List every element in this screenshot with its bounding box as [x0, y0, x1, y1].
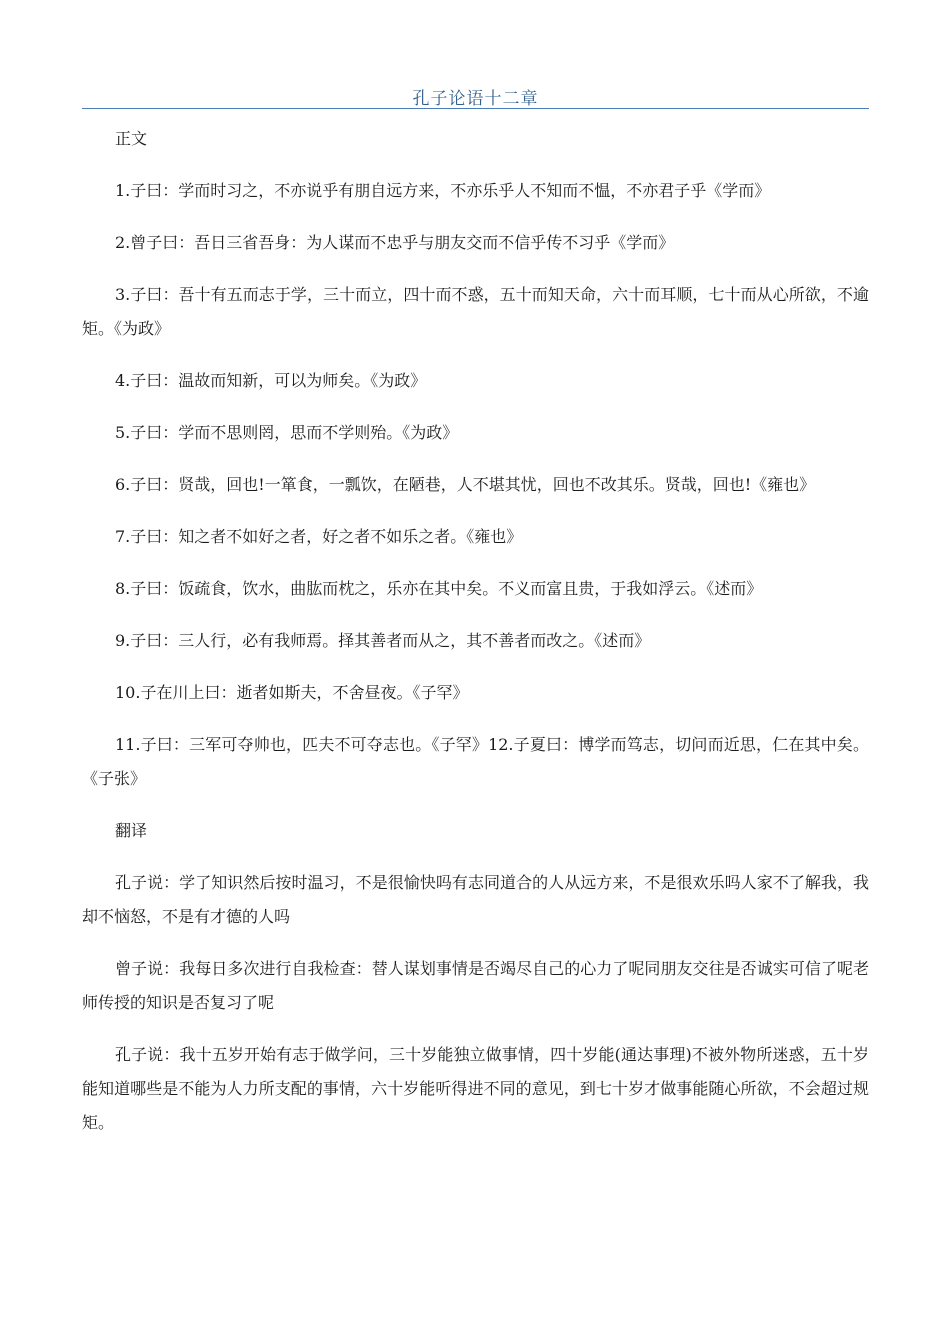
original-paragraph-10: 10.子在川上曰：逝者如斯夫，不舍昼夜。《子罕》: [115, 683, 469, 702]
original-paragraph-1: 1.子曰：学而时习之，不亦说乎有朋自远方来，不亦乐乎人不知而不愠，不亦君子乎《学而》: [115, 181, 771, 200]
document-title: 孔子论语十二章: [412, 89, 539, 109]
original-paragraph-2: 2.曾子曰：吾日三省吾身：为人谋而不忠乎与朋友交而不信乎传不习乎《学而》: [115, 233, 675, 252]
original-paragraph-4: 4.子曰：温故而知新，可以为师矣。《为政》: [115, 371, 427, 390]
page-header: [82, 80, 869, 109]
translation-paragraph-1: 孔子说：学了知识然后按时温习，不是很愉快吗有志同道合的人从远方来，不是很欢乐吗人家不了解我，我却不恼怒，不是有才德的人吗: [82, 873, 869, 926]
section-heading-translation: 翻译: [115, 821, 148, 840]
original-paragraph-9: 9.子曰：三人行，必有我师焉。择其善者而从之，其不善者而改之。《述而》: [115, 631, 651, 650]
section-heading-original: 正文: [115, 129, 148, 148]
original-paragraph-5: 5.子曰：学而不思则罔，思而不学则殆。《为政》: [115, 423, 459, 442]
original-paragraph-6: 6.子曰：贤哉，回也!一箪食，一瓢饮，在陋巷，人不堪其忧，回也不改其乐。贤哉，回也!《雍也》: [115, 475, 816, 494]
document-body: [82, 122, 869, 1158]
translation-paragraph-2: 曾子说：我每日多次进行自我检查：替人谋划事情是否竭尽自己的心力了呢同朋友交往是否诚实可信了呢老师传授的知识是否复习了呢: [82, 959, 869, 1012]
original-paragraph-11: 11.子曰：三军可夺帅也，匹夫不可夺志也。《子罕》12.子夏曰：博学而笃志，切问而近思，仁在其中矣。《子张》: [82, 735, 869, 788]
original-paragraph-7: 7.子曰：知之者不如好之者，好之者不如乐之者。《雍也》: [115, 527, 523, 546]
original-paragraph-8: 8.子曰：饭疏食，饮水，曲肱而枕之，乐亦在其中矣。不义而富且贵，于我如浮云。《述而》: [115, 579, 763, 598]
original-paragraph-3: 3.子曰：吾十有五而志于学，三十而立，四十而不惑，五十而知天命，六十而耳顺，七十而从心所欲，不逾矩。《为政》: [82, 285, 869, 338]
translation-paragraph-3: 孔子说：我十五岁开始有志于做学问，三十岁能独立做事情，四十岁能(通达事理)不被外物所迷惑，五十岁能知道哪些是不能为人力所支配的事情，六十岁能听得进不同的意见，到七十岁才做事能随心所欲，不会超过规矩。: [82, 1045, 869, 1132]
